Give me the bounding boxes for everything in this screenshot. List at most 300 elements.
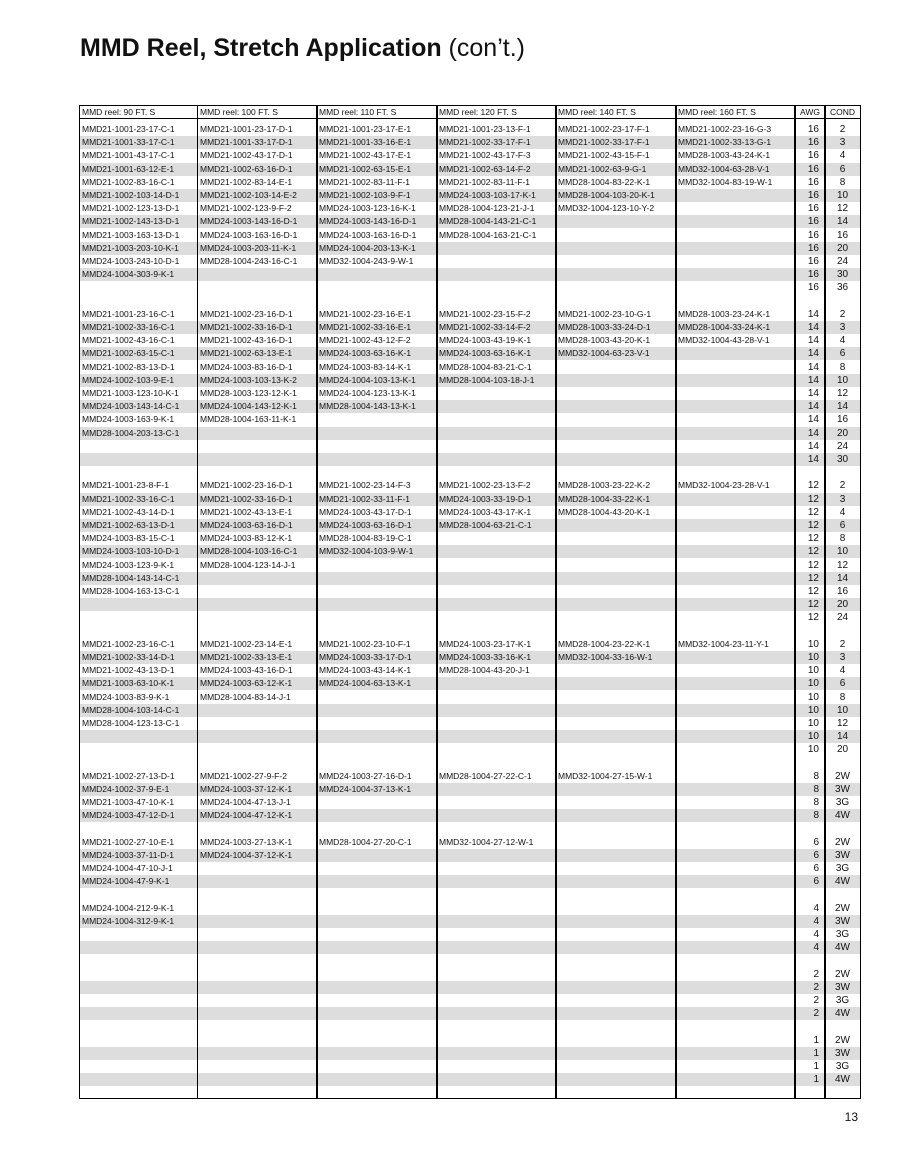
cond-cell: 6 (839, 348, 846, 360)
cond-cell: 12 (836, 203, 849, 215)
part-number-cell: MMD21-1001-43-17-C-1 (82, 150, 175, 161)
awg-cell: 14 (807, 374, 819, 386)
part-number-cell: MMD28-1003-23-22-K-2 (558, 480, 651, 491)
part-number-cell: MMD21-1001-23-8-F-1 (82, 480, 169, 491)
column-divider (824, 106, 826, 1098)
part-number-cell: MMD21-1002-43-16-D-1 (200, 335, 293, 346)
awg-cell: 4 (813, 916, 819, 927)
part-number-cell: MMD24-1003-83-12-K-1 (200, 533, 293, 544)
part-number-cell: MMD21-1003-163-13-D-1 (82, 229, 180, 240)
cond-cell: 2 (839, 638, 846, 650)
awg-cell: 10 (807, 652, 819, 663)
awg-cell: 10 (807, 704, 819, 716)
part-number-cell: MMD24-1004-37-13-K-1 (319, 784, 412, 794)
part-number-cell: MMD21-1002-23-16-D-1 (200, 308, 293, 319)
awg-cell: 1 (813, 1074, 819, 1086)
part-number-cell: MMD21-1001-23-17-D-1 (200, 124, 293, 134)
part-number-cell: MMD21-1002-43-12-F-2 (319, 335, 411, 346)
part-number-cell: MMD21-1002-23-13-F-2 (439, 480, 531, 491)
part-number-cell: MMD24-1003-163-16-D-1 (200, 229, 298, 240)
cond-cell: 4 (839, 506, 846, 518)
part-number-cell: MMD28-1003-23-24-K-1 (678, 308, 771, 319)
cond-cell: 10 (836, 704, 849, 716)
cond-cell: 24 (836, 440, 849, 452)
awg-cell: 14 (807, 427, 819, 439)
part-number-cell: MMD21-1001-23-13-F-1 (439, 124, 531, 134)
cond-cell: 3W (835, 850, 850, 861)
part-number-cell: MMD24-1003-103-10-D-1 (82, 546, 180, 557)
cond-cell: 3W (835, 916, 850, 927)
cond-cell: 20 (836, 427, 849, 439)
awg-cell: 8 (813, 784, 819, 795)
part-number-cell: MMD32-1004-123-10-Y-2 (558, 203, 655, 214)
part-number-cell: MMD21-1002-23-17-F-1 (558, 124, 650, 134)
awg-cell: 10 (807, 638, 819, 650)
cond-cell: 8 (839, 361, 846, 373)
awg-cell: 12 (807, 559, 819, 571)
part-number-cell: MMD24-1004-37-12-K-1 (200, 850, 293, 860)
part-number-cell: MMD21-1002-33-16-D-1 (200, 493, 293, 504)
part-number-cell: MMD28-1004-83-21-C-1 (439, 361, 532, 372)
awg-cell: 14 (807, 401, 819, 413)
awg-cell: 16 (807, 242, 819, 254)
part-number-cell: MMD21-1002-23-16-C-1 (82, 638, 175, 649)
part-number-cell: MMD21-1002-43-17-E-1 (319, 150, 412, 161)
reel-table (79, 105, 861, 1099)
awg-cell: 6 (813, 863, 819, 875)
part-number-cell: MMD24-1002-37-9-E-1 (82, 784, 170, 794)
part-number-cell: MMD21-1002-23-14-E-1 (200, 638, 293, 649)
awg-cell: 16 (807, 229, 819, 241)
part-number-cell: MMD28-1004-23-22-K-1 (558, 638, 651, 649)
column-divider (436, 106, 438, 1098)
part-number-cell: MMD21-1001-33-17-D-1 (200, 137, 293, 148)
part-number-cell: MMD28-1004-43-20-J-1 (439, 665, 530, 676)
part-number-cell: MMD21-1002-33-13-E-1 (200, 652, 293, 662)
cond-cell: 24 (836, 256, 849, 267)
part-number-cell: MMD21-1003-203-10-K-1 (82, 242, 179, 253)
awg-cell: 16 (807, 190, 819, 201)
cond-cell: 3 (839, 137, 846, 149)
cond-cell: 4W (835, 810, 850, 822)
part-number-cell: MMD32-1004-43-28-V-1 (678, 335, 770, 346)
part-number-cell: MMD21-1002-123-9-F-2 (200, 203, 292, 214)
part-number-cell: MMD28-1004-163-13-C-1 (82, 586, 180, 596)
awg-cell: 6 (813, 876, 819, 888)
part-number-cell: MMD21-1002-23-10-G-1 (558, 308, 652, 319)
part-number-cell: MMD21-1002-103-9-F-1 (319, 190, 411, 200)
cond-cell: 30 (836, 269, 849, 281)
cond-cell: 8 (839, 691, 846, 703)
awg-cell: 8 (813, 770, 819, 782)
awg-cell: 12 (807, 572, 819, 584)
part-number-cell: MMD24-1004-63-13-K-1 (319, 678, 412, 689)
cond-cell: 2W (835, 770, 850, 782)
cond-cell: 10 (836, 546, 849, 558)
part-number-cell: MMD32-1004-103-9-W-1 (319, 546, 414, 557)
cond-cell: 3 (839, 322, 846, 333)
part-number-cell: MMD24-1004-47-10-J-1 (82, 863, 173, 874)
cond-cell: 14 (836, 731, 849, 743)
part-number-cell: MMD24-1004-123-13-K-1 (319, 388, 416, 398)
cond-cell: 20 (836, 599, 849, 611)
header-cell-7: COND (829, 107, 856, 117)
cond-cell: 20 (836, 744, 849, 756)
part-number-cell: MMD28-1004-243-16-C-1 (200, 256, 298, 266)
header-cell-4: MMD reel: 140 FT. S (558, 107, 636, 117)
awg-cell: 10 (807, 731, 819, 743)
part-number-cell: MMD24-1003-43-19-K-1 (439, 335, 532, 346)
awg-cell: 8 (813, 797, 819, 809)
awg-cell: 12 (807, 520, 819, 531)
part-number-cell: MMD21-1002-23-14-F-3 (319, 480, 411, 491)
awg-cell: 1 (813, 1034, 819, 1046)
part-number-cell: MMD24-1002-103-9-E-1 (82, 374, 175, 385)
cond-cell: 24 (836, 612, 849, 624)
part-number-cell: MMD21-1002-123-13-D-1 (82, 203, 180, 214)
part-number-cell: MMD21-1002-27-13-D-1 (82, 770, 175, 781)
part-number-cell: MMD32-1004-23-11-Y-1 (678, 638, 769, 649)
cond-cell: 4 (839, 335, 846, 347)
header-cell-5: MMD reel: 160 FT. S (678, 107, 756, 117)
awg-cell: 12 (807, 533, 819, 545)
part-number-cell: MMD21-1002-103-14-D-1 (82, 190, 180, 200)
part-number-cell: MMD21-1002-23-10-F-1 (319, 638, 411, 649)
cond-cell: 4 (839, 150, 846, 162)
part-number-cell: MMD21-1002-23-15-F-2 (439, 308, 531, 319)
part-number-cell: MMD21-1002-27-9-F-2 (200, 770, 287, 781)
part-number-cell: MMD32-1004-23-28-V-1 (678, 480, 770, 491)
part-number-cell: MMD24-1003-123-16-K-1 (319, 203, 416, 214)
part-number-cell: MMD21-1002-43-16-C-1 (82, 335, 175, 346)
page-title-bold: MMD Reel, Stretch Application (80, 34, 442, 62)
column-divider (316, 106, 318, 1098)
part-number-cell: MMD21-1002-83-11-F-1 (439, 176, 531, 187)
awg-cell: 14 (807, 414, 819, 426)
part-number-cell: MMD21-1002-43-17-F-3 (439, 150, 531, 161)
awg-cell: 16 (807, 150, 819, 162)
part-number-cell: MMD28-1004-203-13-C-1 (82, 427, 180, 438)
part-number-cell: MMD21-1002-63-9-G-1 (558, 163, 647, 174)
part-number-cell: MMD28-1003-43-20-K-1 (558, 335, 651, 346)
awg-cell: 14 (807, 454, 819, 465)
awg-cell: 2 (813, 995, 819, 1007)
part-number-cell: MMD28-1004-163-11-K-1 (200, 414, 297, 425)
awg-cell: 2 (813, 982, 819, 993)
part-number-cell: MMD24-1003-37-12-K-1 (200, 784, 293, 794)
part-number-cell: MMD24-1003-33-16-K-1 (439, 652, 532, 662)
part-number-cell: MMD28-1004-43-20-K-1 (558, 506, 651, 517)
awg-cell: 16 (807, 269, 819, 281)
part-number-cell: MMD24-1003-103-13-K-2 (200, 374, 297, 385)
part-number-cell: MMD24-1003-163-16-D-1 (319, 229, 417, 240)
cond-cell: 2W (835, 1034, 850, 1046)
part-number-cell: MMD24-1003-83-14-K-1 (319, 361, 412, 372)
part-number-cell: MMD28-1004-83-19-C-1 (319, 533, 412, 544)
cond-cell: 3 (839, 652, 846, 663)
part-number-cell: MMD24-1004-312-9-K-1 (82, 916, 175, 926)
awg-cell: 16 (807, 282, 819, 294)
cond-cell: 3G (835, 1061, 850, 1073)
cond-cell: 2 (839, 480, 846, 492)
page-number: 13 (844, 1110, 858, 1124)
header-cell-0: MMD reel: 90 FT. S (82, 107, 156, 117)
part-number-cell: MMD28-1004-143-14-C-1 (82, 572, 180, 583)
part-number-cell: MMD28-1004-163-21-C-1 (439, 229, 537, 240)
part-number-cell: MMD24-1003-43-14-K-1 (319, 665, 412, 676)
part-number-cell: MMD24-1003-203-11-K-1 (200, 242, 297, 253)
cond-cell: 4W (835, 1074, 850, 1086)
part-number-cell: MMD24-1003-83-16-D-1 (200, 361, 293, 372)
awg-cell: 16 (807, 163, 819, 175)
cond-cell: 36 (836, 282, 849, 294)
part-number-cell: MMD21-1002-83-13-D-1 (82, 361, 175, 372)
cond-cell: 3W (835, 784, 850, 795)
part-number-cell: MMD21-1002-33-13-G-1 (678, 137, 772, 148)
awg-cell: 16 (807, 176, 819, 188)
awg-cell: 12 (807, 506, 819, 518)
part-number-cell: MMD21-1003-47-10-K-1 (82, 797, 175, 808)
part-number-cell: MMD21-1002-33-11-F-1 (319, 493, 411, 504)
awg-cell: 1 (813, 1048, 819, 1059)
awg-cell: 14 (807, 335, 819, 347)
awg-cell: 10 (807, 678, 819, 690)
part-number-cell: MMD28-1004-83-22-K-1 (558, 176, 651, 187)
column-divider (675, 106, 677, 1098)
awg-cell: 12 (807, 480, 819, 492)
part-number-cell: MMD32-1004-27-15-W-1 (558, 770, 653, 781)
awg-cell: 14 (807, 361, 819, 373)
part-number-cell: MMD24-1004-47-12-K-1 (200, 810, 293, 821)
cond-cell: 2W (835, 968, 850, 980)
awg-cell: 12 (807, 586, 819, 597)
part-number-cell: MMD21-1002-33-16-C-1 (82, 493, 175, 504)
part-number-cell: MMD21-1002-43-15-F-1 (558, 150, 650, 161)
part-number-cell: MMD21-1001-63-12-E-1 (82, 163, 175, 174)
part-number-cell: MMD21-1002-33-14-D-1 (82, 652, 175, 662)
part-number-cell: MMD24-1003-43-17-D-1 (319, 506, 412, 517)
awg-cell: 16 (807, 137, 819, 149)
part-number-cell: MMD24-1003-243-10-D-1 (82, 256, 180, 266)
cond-cell: 4W (835, 942, 850, 954)
part-number-cell: MMD24-1003-63-16-D-1 (319, 520, 412, 530)
awg-cell: 10 (807, 691, 819, 703)
cond-cell: 2W (835, 902, 850, 914)
awg-cell: 16 (807, 203, 819, 215)
cond-cell: 30 (836, 454, 849, 465)
cond-cell: 14 (836, 572, 849, 584)
cond-cell: 4W (835, 1008, 850, 1020)
part-number-cell: MMD24-1003-63-12-K-1 (200, 678, 293, 689)
part-number-cell: MMD21-1001-23-17-C-1 (82, 124, 175, 134)
header-cell-3: MMD reel: 120 FT. S (439, 107, 517, 117)
part-number-cell: MMD24-1003-63-16-K-1 (439, 348, 532, 359)
part-number-cell: MMD24-1003-83-9-K-1 (82, 691, 170, 702)
cond-cell: 6 (839, 520, 846, 531)
part-number-cell: MMD24-1003-143-16-D-1 (319, 216, 417, 227)
awg-cell: 16 (807, 216, 819, 228)
part-number-cell: MMD28-1004-27-20-C-1 (319, 836, 412, 847)
awg-cell: 2 (813, 1008, 819, 1020)
part-number-cell: MMD21-1002-33-17-F-1 (558, 137, 650, 148)
part-number-cell: MMD21-1002-33-16-C-1 (82, 322, 175, 332)
part-number-cell: MMD24-1004-143-12-K-1 (200, 401, 297, 412)
part-number-cell: MMD28-1004-123-13-C-1 (82, 718, 180, 728)
awg-cell: 6 (813, 836, 819, 848)
part-number-cell: MMD32-1004-27-12-W-1 (439, 836, 534, 847)
part-number-cell: MMD21-1002-27-10-E-1 (82, 836, 175, 847)
part-number-cell: MMD21-1001-23-16-C-1 (82, 308, 175, 319)
part-number-cell: MMD24-1003-143-16-D-1 (200, 216, 298, 227)
cond-cell: 3W (835, 982, 850, 993)
header-cell-6: AWG (800, 107, 820, 117)
part-number-cell: MMD21-1002-43-17-D-1 (200, 150, 293, 161)
header-cell-1: MMD reel: 100 FT. S (200, 107, 278, 117)
part-number-cell: MMD21-1002-43-14-D-1 (82, 506, 175, 517)
part-number-cell: MMD21-1002-33-16-E-1 (319, 322, 412, 332)
part-number-cell: MMD28-1003-123-12-K-1 (200, 388, 297, 398)
part-number-cell: MMD21-1003-123-10-K-1 (82, 388, 179, 398)
part-number-cell: MMD32-1004-83-19-W-1 (678, 176, 773, 187)
part-number-cell: MMD21-1002-23-16-D-1 (200, 480, 293, 491)
part-number-cell: MMD24-1003-43-16-D-1 (200, 665, 293, 676)
part-number-cell: MMD24-1003-33-17-D-1 (319, 652, 412, 662)
part-number-cell: MMD24-1004-303-9-K-1 (82, 269, 175, 280)
cond-cell: 14 (836, 216, 849, 228)
part-number-cell: MMD21-1002-63-15-E-1 (319, 163, 412, 174)
cond-cell: 8 (839, 533, 846, 545)
awg-cell: 4 (813, 942, 819, 954)
cond-cell: 16 (836, 229, 849, 241)
part-number-cell: MMD21-1002-33-16-D-1 (200, 322, 293, 332)
part-number-cell: MMD24-1003-33-19-D-1 (439, 493, 532, 504)
column-divider (197, 106, 198, 1098)
awg-cell: 12 (807, 493, 819, 505)
part-number-cell: MMD21-1002-63-16-D-1 (200, 163, 293, 174)
part-number-cell: MMD24-1003-47-12-D-1 (82, 810, 175, 821)
part-number-cell: MMD21-1002-63-15-C-1 (82, 348, 175, 359)
awg-cell: 1 (813, 1061, 819, 1073)
awg-cell: 12 (807, 546, 819, 558)
cond-cell: 12 (836, 559, 849, 571)
awg-cell: 14 (807, 440, 819, 452)
cond-cell: 20 (836, 242, 849, 254)
part-number-cell: MMD24-1003-63-16-K-1 (319, 348, 412, 359)
column-divider (555, 106, 557, 1098)
part-number-cell: MMD28-1004-103-14-C-1 (82, 704, 180, 715)
cond-cell: 6 (839, 163, 846, 175)
awg-cell: 16 (807, 124, 819, 135)
part-number-cell: MMD28-1003-43-24-K-1 (678, 150, 771, 161)
part-number-cell: MMD28-1003-33-24-D-1 (558, 322, 651, 332)
cond-cell: 4 (839, 665, 846, 677)
part-number-cell: MMD24-1004-103-13-K-1 (319, 374, 416, 385)
awg-cell: 14 (807, 308, 819, 320)
awg-cell: 6 (813, 850, 819, 861)
awg-cell: 14 (807, 322, 819, 333)
part-number-cell: MMD24-1003-43-17-K-1 (439, 506, 532, 517)
cond-cell: 16 (836, 586, 849, 597)
part-number-cell: MMD21-1002-23-16-E-1 (319, 308, 412, 319)
awg-cell: 2 (813, 968, 819, 980)
part-number-cell: MMD28-1004-103-16-C-1 (200, 546, 298, 557)
part-number-cell: MMD28-1004-123-21-J-1 (439, 203, 535, 214)
part-number-cell: MMD24-1003-103-17-K-1 (439, 190, 536, 200)
part-number-cell: MMD24-1003-37-11-D-1 (82, 850, 174, 860)
cond-cell: 12 (836, 718, 849, 729)
part-number-cell: MMD24-1003-27-16-D-1 (319, 770, 412, 781)
part-number-cell: MMD24-1003-163-9-K-1 (82, 414, 175, 425)
part-number-cell: MMD28-1004-103-20-K-1 (558, 190, 655, 200)
part-number-cell: MMD24-1003-27-13-K-1 (200, 836, 293, 847)
cond-cell: 2W (835, 836, 850, 848)
part-number-cell: MMD21-1002-63-13-D-1 (82, 520, 175, 530)
part-number-cell: MMD28-1004-83-14-J-1 (200, 691, 291, 702)
part-number-cell: MMD28-1004-27-22-C-1 (439, 770, 532, 781)
part-number-cell: MMD28-1004-33-22-K-1 (558, 493, 651, 504)
page-title-suffix: (con’t.) (441, 34, 525, 62)
part-number-cell: MMD21-1002-83-11-F-1 (319, 176, 411, 187)
part-number-cell: MMD21-1002-63-13-E-1 (200, 348, 293, 359)
part-number-cell: MMD24-1003-23-17-K-1 (439, 638, 532, 649)
part-number-cell: MMD21-1002-43-13-E-1 (200, 506, 293, 517)
awg-cell: 14 (807, 388, 819, 399)
part-number-cell: MMD28-1004-143-21-C-1 (439, 216, 537, 227)
cond-cell: 10 (836, 374, 849, 386)
cond-cell: 3G (835, 929, 850, 941)
part-number-cell: MMD24-1004-47-13-J-1 (200, 797, 291, 808)
cond-cell: 2 (839, 124, 846, 135)
part-number-cell: MMD28-1004-123-14-J-1 (200, 559, 296, 570)
part-number-cell: MMD21-1003-63-10-K-1 (82, 678, 175, 689)
cond-cell: 3G (835, 797, 850, 809)
awg-cell: 4 (813, 902, 819, 914)
awg-cell: 12 (807, 612, 819, 624)
part-number-cell: MMD28-1004-33-24-K-1 (678, 322, 771, 332)
part-number-cell: MMD24-1004-203-13-K-1 (319, 242, 416, 253)
part-number-cell: MMD24-1003-143-14-C-1 (82, 401, 180, 412)
part-number-cell: MMD21-1001-23-17-E-1 (319, 124, 412, 134)
column-divider (794, 106, 796, 1098)
part-number-cell: MMD32-1004-63-28-V-1 (678, 163, 770, 174)
awg-cell: 4 (813, 929, 819, 941)
part-number-cell: MMD32-1004-63-23-V-1 (558, 348, 650, 359)
cond-cell: 6 (839, 678, 846, 690)
cond-cell: 4W (835, 876, 850, 888)
part-number-cell: MMD24-1003-123-9-K-1 (82, 559, 175, 570)
part-number-cell: MMD28-1004-63-21-C-1 (439, 520, 532, 530)
cond-cell: 8 (839, 176, 846, 188)
awg-cell: 10 (807, 665, 819, 677)
part-number-cell: MMD21-1002-33-14-F-2 (439, 322, 531, 332)
part-number-cell: MMD21-1001-33-16-E-1 (319, 137, 412, 148)
cond-cell: 14 (836, 401, 849, 413)
awg-cell: 12 (807, 599, 819, 611)
page-title (80, 34, 525, 63)
part-number-cell: MMD21-1002-23-16-G-3 (678, 124, 772, 134)
cond-cell: 16 (836, 414, 849, 426)
awg-cell: 10 (807, 718, 819, 729)
header-cell-2: MMD reel: 110 FT. S (319, 107, 397, 117)
part-number-cell: MMD21-1001-33-17-C-1 (82, 137, 175, 148)
awg-cell: 8 (813, 810, 819, 822)
part-number-cell: MMD24-1004-212-9-K-1 (82, 902, 175, 913)
cond-cell: 3G (835, 995, 850, 1007)
part-number-cell: MMD24-1003-63-16-D-1 (200, 520, 293, 530)
part-number-cell: MMD21-1002-83-14-E-1 (200, 176, 293, 187)
part-number-cell: MMD21-1002-63-14-F-2 (439, 163, 531, 174)
part-number-cell: MMD21-1002-103-14-E-2 (200, 190, 297, 200)
